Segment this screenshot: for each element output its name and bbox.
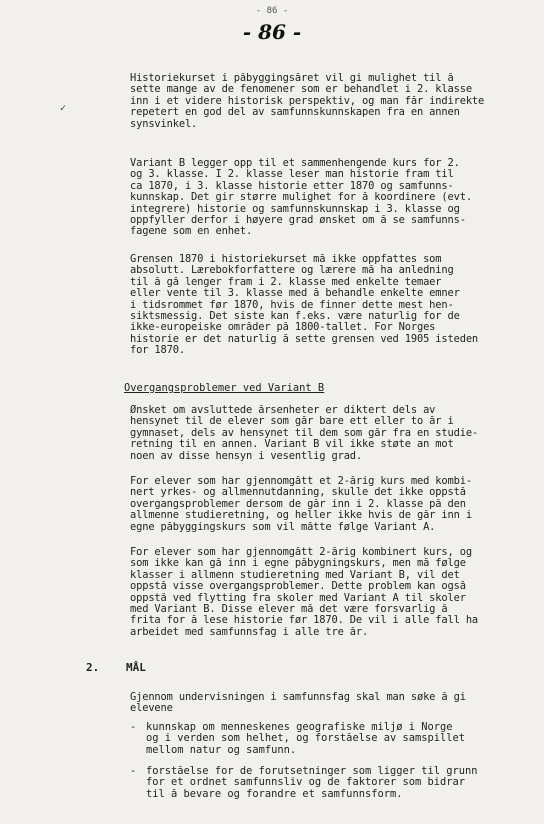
- paragraph-onsket: [130, 405, 520, 462]
- margin-mark: ✓: [60, 103, 67, 114]
- paragraph-variant-b: [130, 158, 520, 238]
- paragraph-overgangsproblemer: [130, 547, 520, 638]
- paragraph-gjennom-undervisningen: [130, 692, 520, 715]
- text-line: klasser i allmenn studieretning med Variant B, vil det: [130, 569, 460, 581]
- text-line: oppstå visse overgangsproblemer. Dette problem kan også: [130, 581, 466, 593]
- dash-bullet: -: [130, 765, 137, 777]
- text-line: for 1870.: [130, 345, 185, 357]
- text-line: absolutt. Lærebokforfattere og lærere må ha anledning: [130, 265, 454, 277]
- text-line: til å bevare og forandre et samfunnsform.: [146, 788, 403, 800]
- text-line: arbeidet med samfunnsfag i alle tre år.: [130, 626, 369, 638]
- text-line: forståelse for de forutsetninger som ligger til grunn: [146, 766, 478, 777]
- text-line: For elever som har gjennomgått et 2-årig kurs med kombi-: [130, 476, 472, 487]
- text-line: Ønsket om avsluttede årsenheter er diktert dels av: [130, 405, 436, 416]
- text-line: fagene som en enhet.: [130, 226, 253, 238]
- text-line: siktsmessig. Det siste kan f.eks. være naturlig for de: [130, 311, 460, 323]
- text-line: oppfyller derfor i høyere grad ønsket om å se samfunns-: [130, 215, 466, 227]
- page-number-typed: - 86 -: [255, 6, 289, 16]
- heading-overgangsproblemer: Overgangsproblemer ved Variant B: [124, 382, 325, 394]
- text-line: til å gå lenger fram i 2. klasse med enkelte temaer: [130, 276, 442, 288]
- text-line: gymnaset, dels av hensynet til dem som går fra en studie-: [130, 427, 479, 439]
- text-line: ca 1870, i 3. klasse historie etter 1870 og samfunns-: [130, 180, 454, 192]
- text-line: noen av disse hensyn i vesentlig grad.: [130, 450, 363, 462]
- page-number-handwritten: - 86 -: [242, 20, 302, 44]
- text-line: integrere) historie og samfunnskunnskap i 3. klasse og: [130, 203, 460, 215]
- text-line: inn i et videre historisk perspektiv, og man får indirekte: [130, 95, 485, 107]
- text-line: hensynet til de elever som går bare ett eller to år i: [130, 416, 454, 428]
- text-line: med Variant B. Disse elever må det være forsvarlig å: [130, 604, 448, 616]
- text-line: sette mange av de fenomener som er behandlet i 2. klasse: [130, 84, 472, 96]
- text-line: elevene: [130, 703, 173, 715]
- text-line: eller vente til 3. klasse med å behandle enkelte emner: [130, 288, 460, 300]
- paragraph-grensen-1870: [130, 254, 520, 357]
- text-line: Grensen 1870 i historiekurset må ikke oppfattes som: [130, 254, 442, 265]
- text-line: repetert en god del av samfunnskunnskapen fra en annen: [130, 107, 460, 119]
- text-line: kunnskap om menneskenes geografiske miljø i Norge: [146, 722, 453, 733]
- text-line: som ikke kan gå inn i egne påbygningskurs, men må følge: [130, 558, 466, 570]
- text-line: og i verden som helhet, og forståelse av samspillet: [146, 733, 466, 745]
- text-line: For elever som har gjennomgått 2-årig kombinert kurs, og: [130, 547, 472, 558]
- text-line: overgangsproblemer dersom de går inn i 2. klasse på den: [130, 498, 466, 510]
- text-line: Historiekurset i påbyggingsåret vil gi mulighet til å: [130, 73, 454, 84]
- text-line: ikke-europeiske områder på 1800-tallet. For Norges: [130, 322, 436, 334]
- section-number: 2.: [86, 661, 100, 674]
- text-line: synsvinkel.: [130, 118, 198, 130]
- paragraph-elever-2-arig: [130, 476, 520, 533]
- paragraph-historiekurset: [130, 73, 520, 130]
- text-line: historie er det naturlig å sette grensen ved 1905 isteden: [130, 333, 479, 345]
- text-line: og 3. klasse. I 2. klasse leser man historie fram til: [130, 169, 454, 181]
- section-title: MÅL: [126, 661, 146, 674]
- text-line: allmenne studieretning, og heller ikke hvis de går inn i: [130, 510, 472, 522]
- text-line: retning til en annen. Variant B vil ikke støte an mot: [130, 439, 454, 451]
- text-line: mellom natur og samfunn.: [146, 744, 297, 756]
- text-line: nert yrkes- og allmennutdanning, skulle det ikke oppstå: [130, 487, 466, 499]
- text-line: Variant B legger opp til et sammenhengende kurs for 2.: [130, 158, 460, 169]
- text-line: egne påbyggingskurs som vil måtte følge Variant A.: [130, 521, 436, 533]
- text-line: frita for å lese historie før 1870. De vil i alle fall ha: [130, 615, 479, 627]
- text-line: kunnskap. Det gir større mulighet for å koordinere (evt.: [130, 192, 472, 204]
- text-line: Gjennom undervisningen i samfunnsfag skal man søke å gi: [130, 692, 466, 703]
- text-line: i tidsrommet før 1870, hvis de finner dette mest hen-: [130, 299, 454, 311]
- text-line: for et ordnet samfunnsliv og de faktorer som bidrar: [146, 777, 466, 789]
- dash-bullet: -: [130, 721, 137, 733]
- text-line: oppstå ved flytting fra skoler med Variant A til skoler: [130, 592, 466, 604]
